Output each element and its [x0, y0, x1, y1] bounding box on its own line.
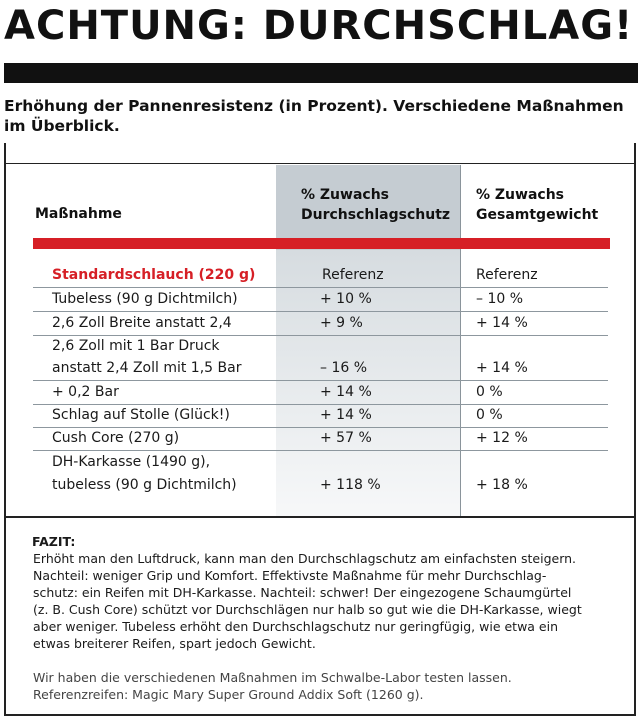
fazit-line: Erhöht man den Luftdruck, kann man den Durchschlagschutz am einfachsten steigern. [33, 551, 577, 566]
row-measure-tubeless: Tubeless (90 g Dichtmilch) [52, 291, 238, 307]
fazit-body [33, 550, 623, 652]
row-measure-pressure-line2: anstatt 2,4 Zoll mit 1,5 Bar [52, 360, 242, 376]
header-weight-line2: Gesamtgewicht [476, 207, 599, 223]
row-measure-cushcore: Cush Core (270 g) [52, 430, 180, 446]
row-weight-standard: Referenz [476, 267, 538, 283]
fazit-note-lab: Wir haben die verschiedenen Maßnahmen im Schwalbe-Labor testen lassen. [33, 670, 512, 685]
row-measure-pressure-line1: 2,6 Zoll mit 1 Bar Druck [52, 338, 220, 354]
header-protection-line2: Durchschlagschutz [301, 207, 451, 223]
fazit-line: aber weniger. Tubeless erhöht den Durchschlagschutz nur geringfügig, wie etwa ein [33, 619, 559, 634]
row-weight-dh: + 18 % [476, 477, 528, 493]
header-weight-line1: % Zuwachs [476, 187, 564, 203]
row-weight-cushcore: + 12 % [476, 430, 528, 446]
row-protection-pressure: – 16 % [320, 360, 368, 376]
header-protection-line1: % Zuwachs [301, 187, 389, 203]
row-protection-plus-bar: + 14 % [320, 384, 372, 400]
fazit-line: schutz: ein Reifen mit DH-Karkasse. Nachteil: schwer! Der eingezogene Schaumgürtel [33, 585, 572, 600]
row-measure-luck: Schlag auf Stolle (Glück!) [52, 407, 230, 423]
row-weight-width: + 14 % [476, 315, 528, 331]
header-measure: Maßnahme [35, 206, 122, 222]
fazit-line: (z. B. Cush Core) schützt vor Durchschlägen nur halb so gut wie die DH-Karkasse, wiegt [33, 602, 582, 617]
row-protection-cushcore: + 57 % [320, 430, 372, 446]
subtitle: Erhöhung der Pannenresistenz (in Prozent). Verschiedene Maßnahmen im Überblick. [4, 97, 624, 135]
fazit-note-reference: Referenzreifen: Magic Mary Super Ground Addix Soft (1260 g). [33, 687, 424, 702]
row-measure-dh-line1: DH-Karkasse (1490 g), [52, 454, 211, 470]
row-weight-pressure: + 14 % [476, 360, 528, 376]
headline: ACHTUNG: DURCHSCHLAG! [4, 3, 634, 49]
row-protection-width: + 9 % [320, 315, 363, 331]
row-protection-luck: + 14 % [320, 407, 372, 423]
row-protection-standard: Referenz [322, 267, 384, 283]
fazit-line: Nachteil: weniger Grip und Komfort. Effektivste Maßnahme für mehr Durchschlag- [33, 568, 547, 583]
row-measure-plus-bar: + 0,2 Bar [52, 384, 119, 400]
black-divider-bar [4, 63, 638, 83]
fazit-heading: FAZIT: [32, 534, 76, 549]
row-protection-tubeless: + 10 % [320, 291, 372, 307]
red-header-bar [33, 238, 610, 249]
fazit-line: etwas breiterer Reifen, spart jedoch Gewicht. [33, 636, 316, 651]
row-weight-tubeless: – 10 % [476, 291, 524, 307]
row-weight-luck: 0 % [476, 407, 503, 423]
row-measure-standard: Standardschlauch (220 g) [52, 267, 256, 283]
row-measure-dh-line2: tubeless (90 g Dichtmilch) [52, 477, 237, 493]
row-weight-plus-bar: 0 % [476, 384, 503, 400]
table-top-rule [6, 163, 634, 164]
column-divider [460, 165, 461, 517]
row-measure-width: 2,6 Zoll Breite anstatt 2,4 [52, 315, 232, 331]
row-protection-dh: + 118 % [320, 477, 381, 493]
